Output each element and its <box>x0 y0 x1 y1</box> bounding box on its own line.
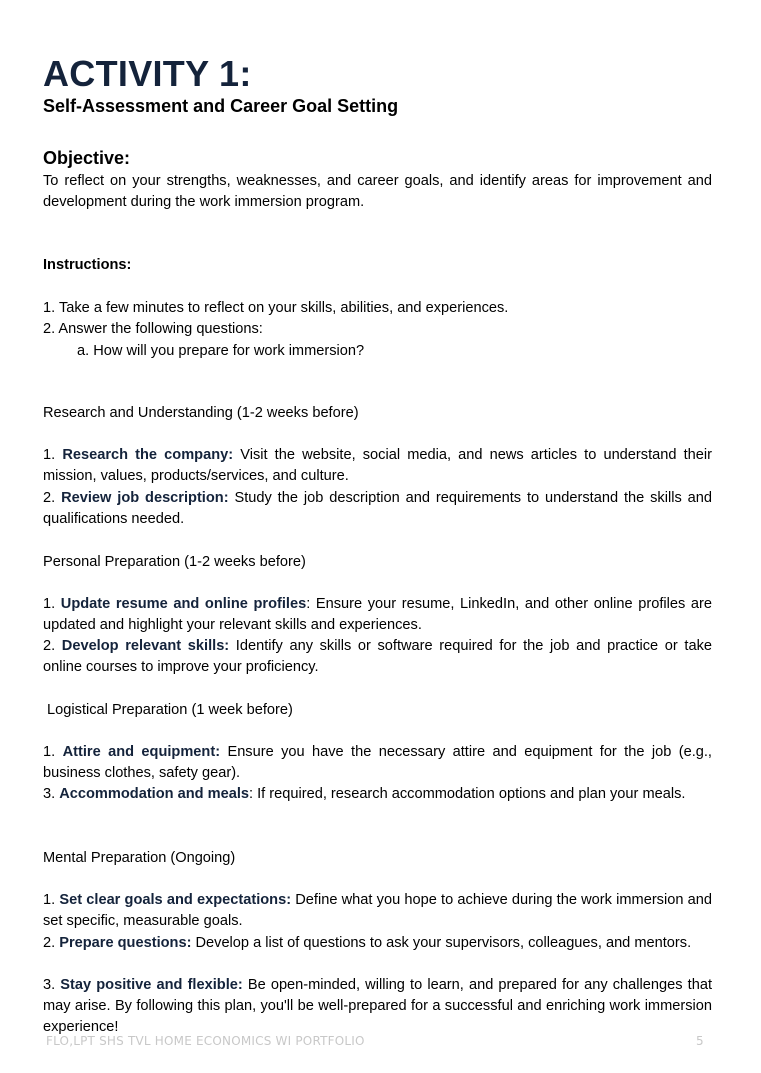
item-text: : If required, research accommodation options and plan your meals. <box>249 786 686 802</box>
list-item <box>43 975 712 1039</box>
list-item <box>43 742 712 784</box>
list-item <box>43 488 712 530</box>
item-text: Develop a list of questions to ask your supervisors, colleagues, and mentors. <box>191 935 692 951</box>
item-number: 3. <box>43 977 61 993</box>
section-heading: Mental Preparation (Ongoing) <box>43 850 236 866</box>
instruction-step: 2. Answer the following questions: <box>43 321 263 337</box>
section-heading: Personal Preparation (1-2 weeks before) <box>43 554 306 570</box>
item-text: Identify any skills or software required for the job and practice or take online courses to improve your proficiency. <box>43 638 712 676</box>
page-subtitle: Self-Assessment and Career Goal Setting <box>43 96 399 116</box>
item-term: Update resume and online profiles <box>60 596 307 612</box>
instruction-step: 1. Take a few minutes to reflect on your skills, abilities, and experiences. <box>43 300 509 316</box>
item-number: 3. <box>43 786 60 802</box>
item-term: Accommodation and meals <box>59 786 249 802</box>
item-number: 2. <box>43 935 60 951</box>
item-number: 1. <box>43 744 63 760</box>
footer-text: FLO,LPT SHS TVL HOME ECONOMICS WI PORTFOLIO <box>46 1034 365 1048</box>
item-term: Research the company: <box>62 447 234 463</box>
item-term: Attire and equipment: <box>62 744 221 760</box>
page-title: ACTIVITY 1: <box>43 53 252 94</box>
item-number: 1. <box>43 447 63 463</box>
item-number: 1. <box>43 892 60 908</box>
item-number: 2. <box>43 638 62 654</box>
item-text: Ensure you have the necessary attire and equipment for the job (e.g., business clothes, safety gear). <box>43 744 712 782</box>
item-text: Visit the website, social media, and news articles to understand their mission, values, products/services, and culture. <box>43 447 712 485</box>
section-heading: Research and Understanding (1-2 weeks before) <box>43 405 359 421</box>
list-item <box>43 445 712 487</box>
item-term: Prepare questions: <box>59 935 192 951</box>
item-term: Review job description: <box>61 490 229 506</box>
item-number: 2. <box>43 490 62 506</box>
instruction-question: a. How will you prepare for work immersion? <box>77 343 365 359</box>
item-term: Stay positive and flexible: <box>60 977 243 993</box>
item-text: Define what you hope to achieve during the work immersion and set specific, measurable goals. <box>43 892 712 930</box>
section-heading: Logistical Preparation (1 week before) <box>43 702 293 718</box>
list-item <box>43 890 712 932</box>
list-item <box>43 933 712 954</box>
list-item <box>43 594 712 636</box>
instructions-heading: Instructions: <box>43 257 132 273</box>
item-text: Study the job description and requirements to understand the skills and qualifications needed. <box>43 490 712 528</box>
objective-heading: Objective: <box>43 148 131 168</box>
item-term: Set clear goals and expectations: <box>59 892 292 908</box>
objective-text: To reflect on your strengths, weaknesses, and career goals, and identify areas for improvement and development during the work immersion program. <box>43 173 712 211</box>
page-number: 5 <box>696 1034 704 1048</box>
item-term: Develop relevant skills: <box>61 638 230 654</box>
item-number: 1. <box>43 596 61 612</box>
list-item <box>43 636 712 678</box>
item-text: Be open-minded, willing to learn, and prepared for any challenges that may arise. By following this plan, you'll be well-prepared for a successful and enriching work immersion experience! <box>43 977 713 1036</box>
item-text: : Ensure your resume, LinkedIn, and other online profiles are updated and highlight your relevant skills and experiences. <box>43 596 712 634</box>
list-item <box>43 784 712 805</box>
